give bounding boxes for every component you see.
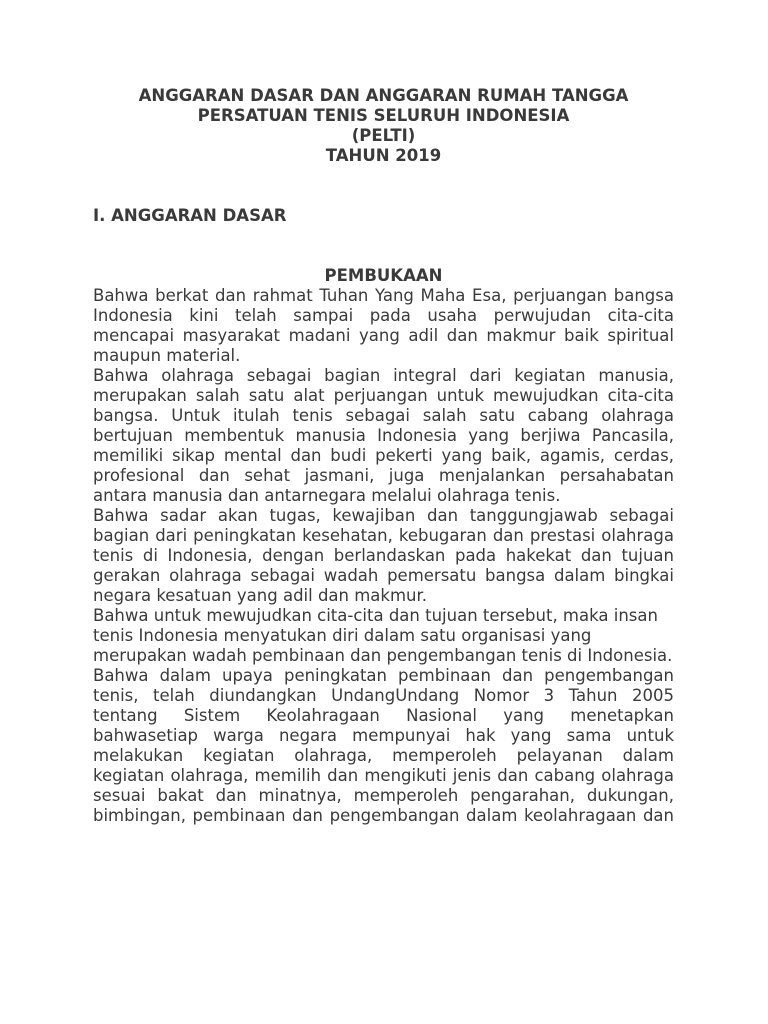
paragraph-2: Bahwa olahraga sebagai bagian integral dari kegiatan manusia, merupakan salah satu alat perjuangan untuk mewujudkan cita-cita bangsa. Untuk itulah tenis sebagai salah satu cabang olahraga bertujuan membentuk manusia Indonesia yang berjiwa Pancasila, memiliki sikap mental dan budi pekerti yang baik, agamis, cerdas, profesional dan sehat jasmani, juga menjalankan persahabatan antara manusia dan antarnegara melalui olahraga tenis. — [93, 366, 674, 505]
paragraph-5: Bahwa dalam upaya peningkatan pembinaan dan pengembangan tenis, telah diundangkan UndangUndang Nomor 3 Tahun 2005 tentang Sistem Keolahragaan Nasional yang menetapkan bahwasetiap warga negara mempunyai hak yang sama untuk melakukan kegiatan olahraga, memperoleh pelayanan dalam kegiatan olahraga, memilih dan mengikuti jenis dan cabang olahraga sesuai bakat dan minatnya, memperoleh pengarahan, dukungan, bimbingan, pembinaan dan pengembangan dalam keolahragaan dan — [93, 666, 674, 825]
paragraph-1: Bahwa berkat dan rahmat Tuhan Yang Maha Esa, perjuangan bangsa Indonesia kini telah sampai pada usaha perwujudan cita-cita mencapai masyarakat madani yang adil dan makmur baik spiritual maupun material. — [93, 286, 674, 365]
section-heading: I. ANGGARAN DASAR — [93, 206, 287, 225]
title-line-3: (PELTI) — [351, 126, 416, 145]
title-line-4: TAHUN 2019 — [325, 146, 442, 165]
title-line-2: PERSATUAN TENIS SELURUH INDONESIA — [197, 106, 570, 125]
document-page — [93, 86, 674, 826]
subheading-pembukaan: PEMBUKAAN — [324, 266, 443, 285]
title-line-1: ANGGARAN DASAR DAN ANGGARAN RUMAH TANGGA — [138, 86, 629, 105]
document-title — [93, 86, 674, 166]
paragraph-4: Bahwa untuk mewujudkan cita-cita dan tujuan tersebut, maka insan tenis Indonesia menyatukan diri dalam satu organisasi yang merupakan wadah pembinaan dan pengembangan tenis di Indonesia. — [93, 606, 673, 665]
paragraph-3: Bahwa sadar akan tugas, kewajiban dan tanggungjawab sebagai bagian dari peningkatan kesehatan, kebugaran dan prestasi olahraga tenis di Indonesia, dengan berlandaskan pada hakekat dan tujuan gerakan olahraga sebagai wadah pemersatu bangsa dalam bingkai negara kesatuan yang adil dan makmur. — [93, 506, 674, 605]
